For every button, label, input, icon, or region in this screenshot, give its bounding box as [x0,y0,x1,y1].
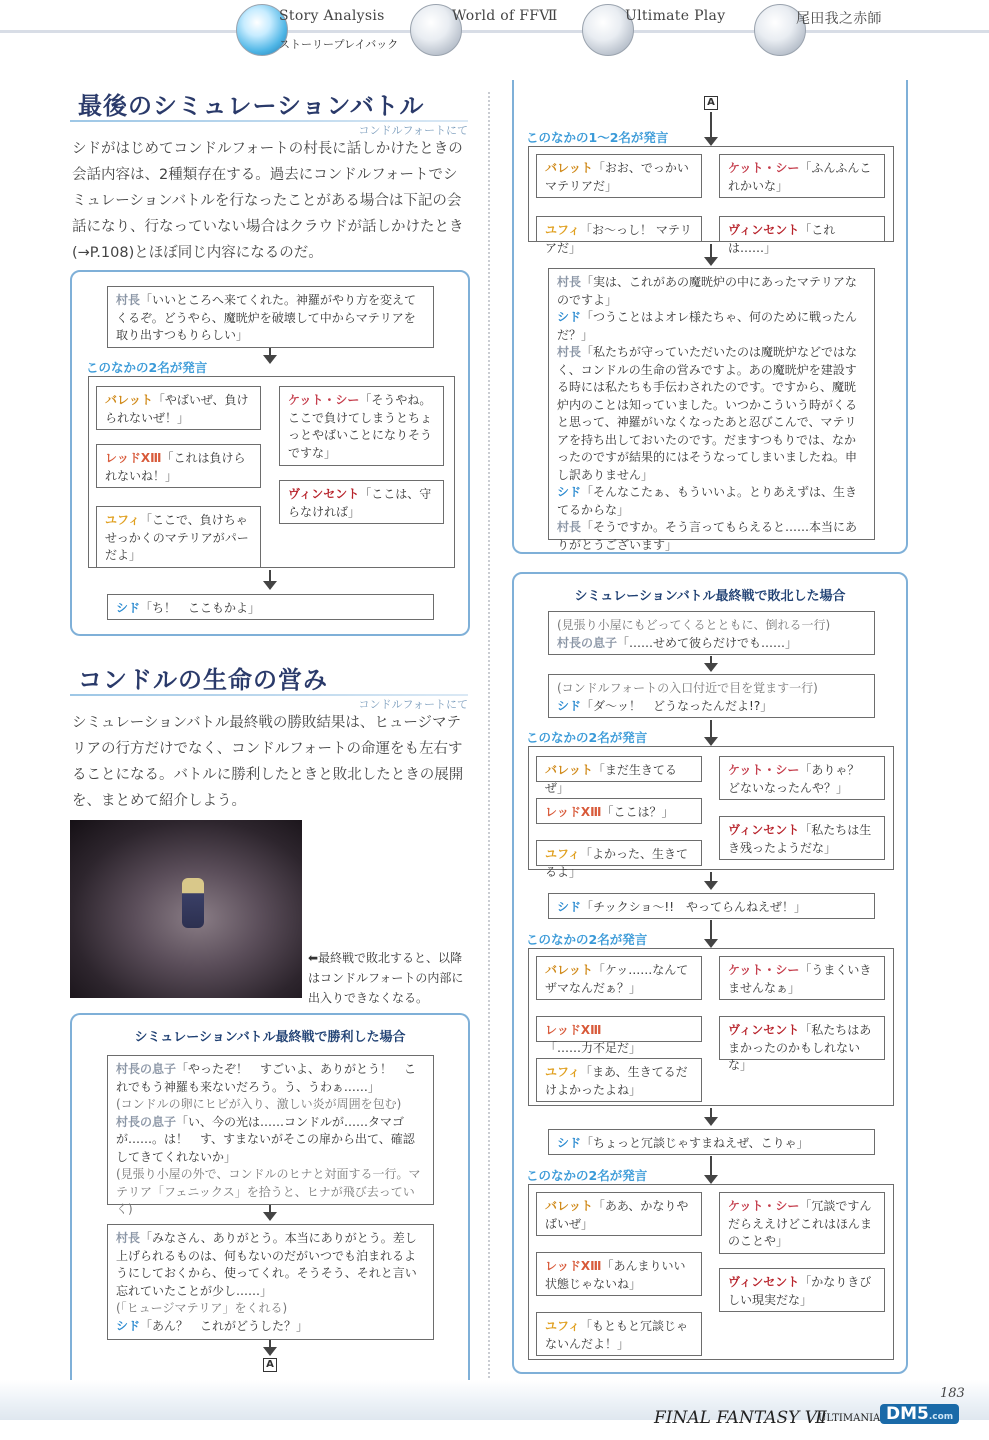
vincent-line: 「かなりきびしい現実だな」 [728,1275,872,1307]
barret-line: 「ケッ……なんてザマなんだぁ？」 [545,963,689,995]
group1-label: このなかの1～2名が発言 [526,130,669,145]
speaker-cid: シド [116,1318,141,1333]
g4-barret-box [536,1192,702,1236]
win-box-2 [107,1224,434,1340]
speaker-red: レッドⅩⅢ [545,805,602,819]
g3-red-box [536,1016,702,1055]
village-chief-line: 「いいところへ来てくれた。神羅がやり方を変えてくるぞ。どうやら、魔晄炉を破壊して中からマテリアを取り出すつもりらしい」 [116,293,417,342]
continue-marker-a: A [704,96,718,110]
chief-dialog-box [548,268,875,552]
red-line: 「あんまりいい状態じゃないね」 [545,1259,686,1291]
footer-title-sub: ULTIMANIA [818,1413,881,1424]
logo-suffix: .com [928,1412,954,1422]
yuffie-line: 「もともと冗談じゃないんだよ！」 [545,1319,689,1351]
tab-story-analysis-sub: ストーリープレイバック [279,38,399,51]
g4-caitsith-box [719,1192,885,1254]
red-line: 「ここは？」 [601,805,674,819]
speaker-vincent: ヴィンセント [728,1023,800,1037]
speaker-caitsith: ケット・シー [728,963,800,977]
win-note: (「ヒュージマテリア」をくれる) [116,1301,288,1315]
speaker-caitsith: ケット・シー [728,161,800,175]
g3-barret-box [536,956,702,1000]
flow-arrow [710,872,712,888]
lose-box-2 [548,674,875,718]
r-yuffie-box [536,216,702,255]
lose-note: (コンドルフォートの入口付近で目を覚ます一行) [557,681,818,695]
flow-arrow [710,656,712,670]
speaker-vincent: ヴィンセント [728,823,800,837]
speaker-chief-son: 村長の息子 [116,1114,177,1129]
speaker-yuffie: ユフィ [105,513,141,527]
flow-arrow [710,720,712,744]
site-logo[interactable] [880,1404,959,1424]
dialog-line: 「私たちが守っていただいたのは魔晄炉などではなく、コンドルの生命の営みですよ。あの魔晄炉を建設する時には私たちも手伝わされたのです。ですから、魔晄炉内のことは知っていました。いつかこういう時がくると思って、神羅がいなくなったあと忍びこんで、マテリアを持ち出しておいたのです。だますつもりでは、なかったのですが結果的にはそうなってしまいましたね。申し訳ありません」 [557,345,858,482]
continue-marker-a: A [263,1358,277,1372]
g2-vincent-box [719,816,885,860]
vincent-line: 「私たちはあまかったのかもしれないな」 [728,1023,872,1072]
flow-arrow [710,112,712,144]
lose-cid-box-2 [548,1129,875,1155]
flow-arrow [269,1340,271,1354]
cid-line: 「ちょっと冗談じゃすまねえぜ、こりゃ」 [581,1136,809,1150]
speaker-cid: シド [557,698,582,713]
section1-location: コンドルフォートにて [358,124,468,137]
flow-arrow [269,348,271,362]
speaker-village-chief: 村長 [557,345,582,359]
speaker-chief-son: 村長の息子 [557,635,618,650]
speaker-caitsith: ケット・シー [728,763,800,777]
caitsith-line: 「うまくいきませんなぁ」 [728,963,872,995]
dialog-line: 「実は、これがあの魔晄炉の中にあったマテリアなのですよ」 [557,275,857,307]
speaker-vincent: ヴィンセント [288,487,360,501]
caitsith-line: 「ふんふんこれかいな」 [728,161,872,193]
speaker-yuffie: ユフィ [545,1319,581,1333]
r-vincent-box [719,216,885,255]
speaker-cid: シド [116,601,141,615]
barret-line: 「まだ生きてるぜ」 [545,763,677,795]
dialog-line: 「つうことはよオレ様たちゃ、何のために戦ったんだ？」 [557,310,858,342]
speaker-caitsith: ケット・シー [288,393,360,407]
speaker-village-chief: 村長 [557,520,582,534]
speaker-vincent: ヴィンセント [728,1275,800,1289]
speaker-yuffie: ユフィ [545,1065,581,1079]
speaker-red: レッドⅩⅢ [545,1259,602,1273]
speaker-red: レッドⅩⅢ [105,451,162,465]
cid-box [107,594,434,620]
speaker-village-chief: 村長 [557,275,582,289]
red-box [96,444,261,488]
speaker-barret: バレット [545,963,593,977]
footer-title: FINAL FANTASY Ⅶ [654,1408,827,1428]
vincent-line: 「ここは、守らなければ」 [288,487,432,519]
flow-arrow [269,570,271,588]
speaker-red: レッドⅩⅢ [545,1023,602,1037]
speaker-village-chief: 村長 [116,293,141,307]
flow-arrow [269,1205,271,1219]
red-line: 「これは負けられないね！」 [105,451,246,483]
lose-line: 「ダ～ッ！ どうなったんだよ!?」 [581,698,773,713]
win-line: 「みなさん、ありがとう。本当にありがとう。差し上げられるものは、何もないのだがいつでも泊まれるようにしておくから、使ってくれ。そうそう、それと言い忘れていたことが少し……」 [116,1231,417,1298]
speaker-barret: バレット [545,161,593,175]
village-chief-box [107,286,434,348]
cid-line: 「ち！ ここもかよ」 [140,601,261,615]
tab-fourth[interactable]: 尾田我之赤師 [796,11,882,27]
win-note: (見張り小屋の外で、コンドルのヒナと対面する一行。マテリア「フェニックス」を拾うと、ヒナが飛び去っていく) [116,1167,421,1216]
g3-caitsith-box [719,956,885,1000]
win-box-1 [107,1055,434,1216]
flow-arrow [710,1108,712,1124]
section2-body: シミュレーションバトル最終戦の勝敗結果は、ヒュージマテリアの行方だけでなく、コンドルフォートの命運をも左右することになる。バトルに勝利したときと敗北したときの展開を、まとめて紹介しよう。 [72,715,464,809]
speaker-barret: バレット [545,1199,593,1213]
speaker-cid: シド [557,310,582,324]
yuffie-box [96,506,261,568]
tab-world[interactable]: World of FFⅦ [452,8,558,24]
flow-arrow [710,920,712,946]
group3-label: このなかの2名が発言 [526,932,648,947]
speaker-yuffie: ユフィ [545,223,581,237]
speaker-cid: シド [557,900,582,914]
lose-note: (見張り小屋にもどってくるとともに、倒れる一行) [557,618,831,632]
lose-line: 「……せめて彼らだけでも……」 [617,635,798,650]
vincent-line: 「これは……」 [728,223,836,255]
section2-title: コンドルの生命の営み [78,666,328,694]
logo-text: DM5 [886,1404,929,1424]
lose-cid-box-1 [548,893,875,919]
section1-group-label: このなかの2名が発言 [86,360,208,375]
caitsith-box [279,386,444,466]
section1-body: シドがはじめてコンドルフォートの村長に話しかけたときの会話内容は、2種類存在する。過去にコンドルフォートでシミュレーションバトルを行なったことがある場合は下記の会話になり、行なっていない場合はクラウドが話しかけたとき(→P.108)とほぼ同じ内容になるのだ。 [72,141,464,261]
photo-caption: ⬅最終戦で敗北すると、以降はコンドルフォートの内部に出入りできなくなる。 [308,951,464,1005]
speaker-chief-son: 村長の息子 [116,1062,177,1076]
g3-yuffie-box [536,1058,702,1102]
win-line: 「あん？ これがどうした？」 [140,1318,309,1333]
vincent-box [279,480,444,524]
yuffie-line: 「よかった、生きてるよ」 [545,847,689,879]
g4-red-box [536,1252,702,1296]
g4-yuffie-box [536,1312,702,1356]
r-caitsith-box [719,154,885,198]
cid-line: 「チックショ～!! やってらんねえぜ！」 [581,900,807,914]
column-divider [488,92,490,1382]
speaker-cid: シド [557,485,582,499]
g2-caitsith-box [719,756,885,800]
caitsith-line: 「そうやね。ここで負けてしまうとちょっとやばいことになりそうですな」 [288,393,433,460]
flow-arrow [710,244,712,264]
g4-vincent-box [719,1268,885,1312]
vincent-line: 「私たちは生き残ったようだな」 [728,823,872,855]
speaker-yuffie: ユフィ [545,847,581,861]
speaker-barret: バレット [545,763,593,777]
group2-label: このなかの2名が発言 [526,730,648,745]
section2-location: コンドルフォートにて [358,698,468,711]
lose-band: シミュレーションバトル最終戦で敗北した場合 [574,589,846,604]
g2-barret-box [536,756,702,795]
caitsith-line: 「冗談ですんだらええけどこれはほんまのことや」 [728,1199,873,1248]
tab-story-analysis[interactable]: Story Analysis [279,8,385,24]
speaker-barret: バレット [105,393,153,407]
flow-arrow [710,1156,712,1182]
r-barret-box [536,154,702,198]
barret-line: 「やばいぜ、負けられないぜ！」 [105,393,249,425]
g2-red-box [536,798,702,824]
win-band: シミュレーションバトル最終戦で勝利した場合 [134,1030,406,1045]
caitsith-line: 「ありゃ？ どないなったんや？」 [728,763,872,795]
lose-box-1 [548,611,875,655]
speaker-cid: シド [557,1136,582,1150]
yuffie-line: 「ここで、負けちゃせっかくのマテリアがパーだよ」 [105,513,249,562]
win-line: 「い、今の光は……コンドルが……タマゴが……。は！ す、すまないがそこの扉から出て、確認してきてくれないか」 [116,1114,415,1164]
cave-screenshot [70,820,302,998]
win-note: (コンドルの卵にヒビが入り、激しい炎が周囲を包む) [116,1097,402,1111]
dialog-line: 「そうですか。そう言ってもらえると……本当にありがとうございます」 [557,520,858,552]
section1-title: 最後のシミュレーションバトル [78,92,425,120]
barret-line: 「ああ、かなりやばいぜ」 [545,1199,689,1231]
group4-label: このなかの2名が発言 [526,1168,648,1183]
g2-yuffie-box [536,840,702,879]
barret-line: 「おお、でっかいマテリアだ」 [545,161,689,193]
g3-vincent-box [719,1016,885,1072]
yuffie-line: 「まあ、生きてるだけよかったよね」 [545,1065,688,1097]
dialog-line: 「そんなこたぁ、もういいよ。とりあえずは、生きてるからな」 [557,485,858,517]
header-rule [0,30,989,33]
speaker-caitsith: ケット・シー [728,1199,800,1213]
character-sprite [182,878,204,928]
win-line: 「やったぞ！ すごいよ、ありがとう！ これでもう神羅も来ないだろう。う、うわぁ……」 [116,1062,417,1094]
yuffie-line: 「お～っし！ マテリアだ」 [545,223,692,255]
red-line: 「……力不足だ」 [545,1040,642,1055]
tab-ultimate-play[interactable]: Ultimate Play [625,8,726,24]
speaker-vincent: ヴィンセント [728,223,800,237]
page-number: 183 [940,1386,965,1401]
page-header [0,0,989,60]
speaker-village-chief: 村長 [116,1231,141,1245]
barret-box [96,386,261,430]
